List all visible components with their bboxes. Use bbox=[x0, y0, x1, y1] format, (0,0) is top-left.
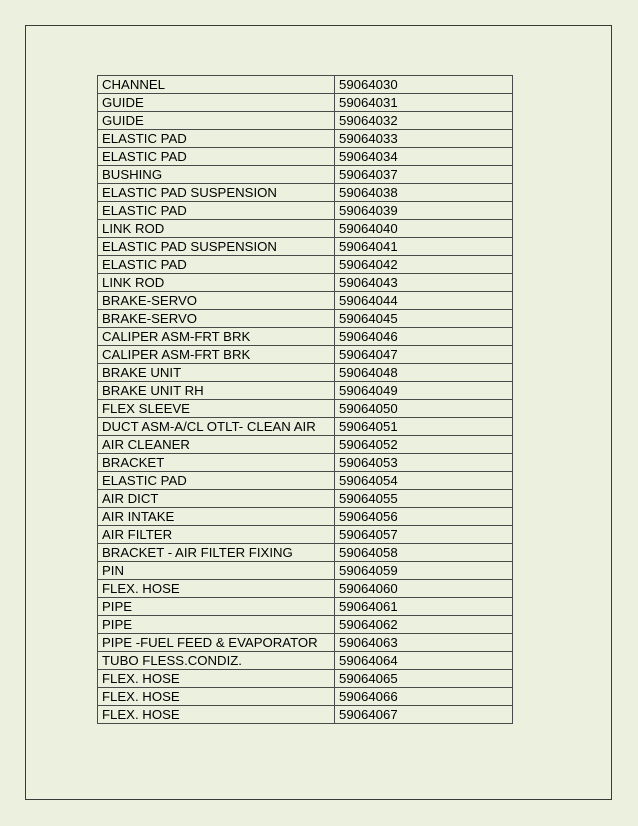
part-description-cell: CALIPER ASM-FRT BRK bbox=[98, 328, 335, 346]
part-description-cell: ELASTIC PAD bbox=[98, 202, 335, 220]
part-description-cell: BUSHING bbox=[98, 166, 335, 184]
part-description-cell: FLEX. HOSE bbox=[98, 580, 335, 598]
part-description-cell: AIR INTAKE bbox=[98, 508, 335, 526]
table-row bbox=[98, 310, 513, 328]
part-description-cell: AIR FILTER bbox=[98, 526, 335, 544]
part-number-cell: 59064049 bbox=[335, 382, 513, 400]
table-row bbox=[98, 328, 513, 346]
part-number-cell: 59064041 bbox=[335, 238, 513, 256]
part-number-cell: 59064044 bbox=[335, 292, 513, 310]
table-row bbox=[98, 220, 513, 238]
part-description-cell: PIPE bbox=[98, 598, 335, 616]
table-row bbox=[98, 382, 513, 400]
part-number-cell: 59064050 bbox=[335, 400, 513, 418]
part-number-cell: 59064059 bbox=[335, 562, 513, 580]
part-description-cell: GUIDE bbox=[98, 94, 335, 112]
part-description-cell: FLEX SLEEVE bbox=[98, 400, 335, 418]
part-number-cell: 59064062 bbox=[335, 616, 513, 634]
part-number-cell: 59064046 bbox=[335, 328, 513, 346]
table-row bbox=[98, 346, 513, 364]
table-row bbox=[98, 688, 513, 706]
part-number-cell: 59064053 bbox=[335, 454, 513, 472]
part-number-cell: 59064042 bbox=[335, 256, 513, 274]
table-row bbox=[98, 130, 513, 148]
table-row bbox=[98, 544, 513, 562]
table-row bbox=[98, 526, 513, 544]
part-description-cell: AIR DICT bbox=[98, 490, 335, 508]
table-row bbox=[98, 454, 513, 472]
part-description-cell: BRAKE-SERVO bbox=[98, 292, 335, 310]
part-number-cell: 59064045 bbox=[335, 310, 513, 328]
table-row bbox=[98, 112, 513, 130]
part-number-cell: 59064063 bbox=[335, 634, 513, 652]
part-description-cell: BRACKET - AIR FILTER FIXING bbox=[98, 544, 335, 562]
table-row bbox=[98, 472, 513, 490]
table-row bbox=[98, 418, 513, 436]
parts-table-body bbox=[98, 76, 513, 724]
part-number-cell: 59064055 bbox=[335, 490, 513, 508]
part-number-cell: 59064056 bbox=[335, 508, 513, 526]
part-description-cell: LINK ROD bbox=[98, 274, 335, 292]
table-row bbox=[98, 562, 513, 580]
part-number-cell: 59064030 bbox=[335, 76, 513, 94]
table-row bbox=[98, 670, 513, 688]
part-number-cell: 59064037 bbox=[335, 166, 513, 184]
part-number-cell: 59064051 bbox=[335, 418, 513, 436]
part-number-cell: 59064047 bbox=[335, 346, 513, 364]
part-number-cell: 59064040 bbox=[335, 220, 513, 238]
part-description-cell: FLEX. HOSE bbox=[98, 688, 335, 706]
part-number-cell: 59064034 bbox=[335, 148, 513, 166]
part-description-cell: BRACKET bbox=[98, 454, 335, 472]
part-description-cell: FLEX. HOSE bbox=[98, 706, 335, 724]
part-description-cell: ELASTIC PAD SUSPENSION bbox=[98, 184, 335, 202]
part-number-cell: 59064032 bbox=[335, 112, 513, 130]
table-row bbox=[98, 202, 513, 220]
table-row bbox=[98, 94, 513, 112]
part-number-cell: 59064057 bbox=[335, 526, 513, 544]
part-description-cell: ELASTIC PAD SUSPENSION bbox=[98, 238, 335, 256]
part-number-cell: 59064048 bbox=[335, 364, 513, 382]
part-description-cell: LINK ROD bbox=[98, 220, 335, 238]
part-number-cell: 59064067 bbox=[335, 706, 513, 724]
part-description-cell: CALIPER ASM-FRT BRK bbox=[98, 346, 335, 364]
part-description-cell: ELASTIC PAD bbox=[98, 472, 335, 490]
part-number-cell: 59064066 bbox=[335, 688, 513, 706]
table-row bbox=[98, 166, 513, 184]
part-number-cell: 59064058 bbox=[335, 544, 513, 562]
table-row bbox=[98, 706, 513, 724]
table-row bbox=[98, 148, 513, 166]
part-description-cell: BRAKE-SERVO bbox=[98, 310, 335, 328]
part-description-cell: PIPE -FUEL FEED & EVAPORATOR bbox=[98, 634, 335, 652]
part-description-cell: PIPE bbox=[98, 616, 335, 634]
part-number-cell: 59064038 bbox=[335, 184, 513, 202]
table-row bbox=[98, 238, 513, 256]
table-row bbox=[98, 598, 513, 616]
part-description-cell: TUBO FLESS.CONDIZ. bbox=[98, 652, 335, 670]
table-row bbox=[98, 364, 513, 382]
part-description-cell: DUCT ASM-A/CL OTLT- CLEAN AIR bbox=[98, 418, 335, 436]
table-row bbox=[98, 580, 513, 598]
part-number-cell: 59064054 bbox=[335, 472, 513, 490]
table-row bbox=[98, 292, 513, 310]
table-row bbox=[98, 634, 513, 652]
part-description-cell: AIR CLEANER bbox=[98, 436, 335, 454]
part-description-cell: GUIDE bbox=[98, 112, 335, 130]
table-row bbox=[98, 274, 513, 292]
table-row bbox=[98, 652, 513, 670]
part-number-cell: 59064060 bbox=[335, 580, 513, 598]
parts-table bbox=[97, 75, 513, 724]
part-number-cell: 59064039 bbox=[335, 202, 513, 220]
table-row bbox=[98, 616, 513, 634]
table-row bbox=[98, 256, 513, 274]
table-row bbox=[98, 184, 513, 202]
part-description-cell: FLEX. HOSE bbox=[98, 670, 335, 688]
table-row bbox=[98, 76, 513, 94]
part-number-cell: 59064061 bbox=[335, 598, 513, 616]
part-description-cell: PIN bbox=[98, 562, 335, 580]
part-number-cell: 59064043 bbox=[335, 274, 513, 292]
part-description-cell: ELASTIC PAD bbox=[98, 256, 335, 274]
part-description-cell: BRAKE UNIT RH bbox=[98, 382, 335, 400]
part-number-cell: 59064052 bbox=[335, 436, 513, 454]
part-number-cell: 59064033 bbox=[335, 130, 513, 148]
part-number-cell: 59064031 bbox=[335, 94, 513, 112]
part-number-cell: 59064065 bbox=[335, 670, 513, 688]
part-description-cell: ELASTIC PAD bbox=[98, 148, 335, 166]
table-row bbox=[98, 436, 513, 454]
part-description-cell: BRAKE UNIT bbox=[98, 364, 335, 382]
part-number-cell: 59064064 bbox=[335, 652, 513, 670]
table-row bbox=[98, 490, 513, 508]
table-row bbox=[98, 400, 513, 418]
table-row bbox=[98, 508, 513, 526]
part-description-cell: ELASTIC PAD bbox=[98, 130, 335, 148]
part-description-cell: CHANNEL bbox=[98, 76, 335, 94]
